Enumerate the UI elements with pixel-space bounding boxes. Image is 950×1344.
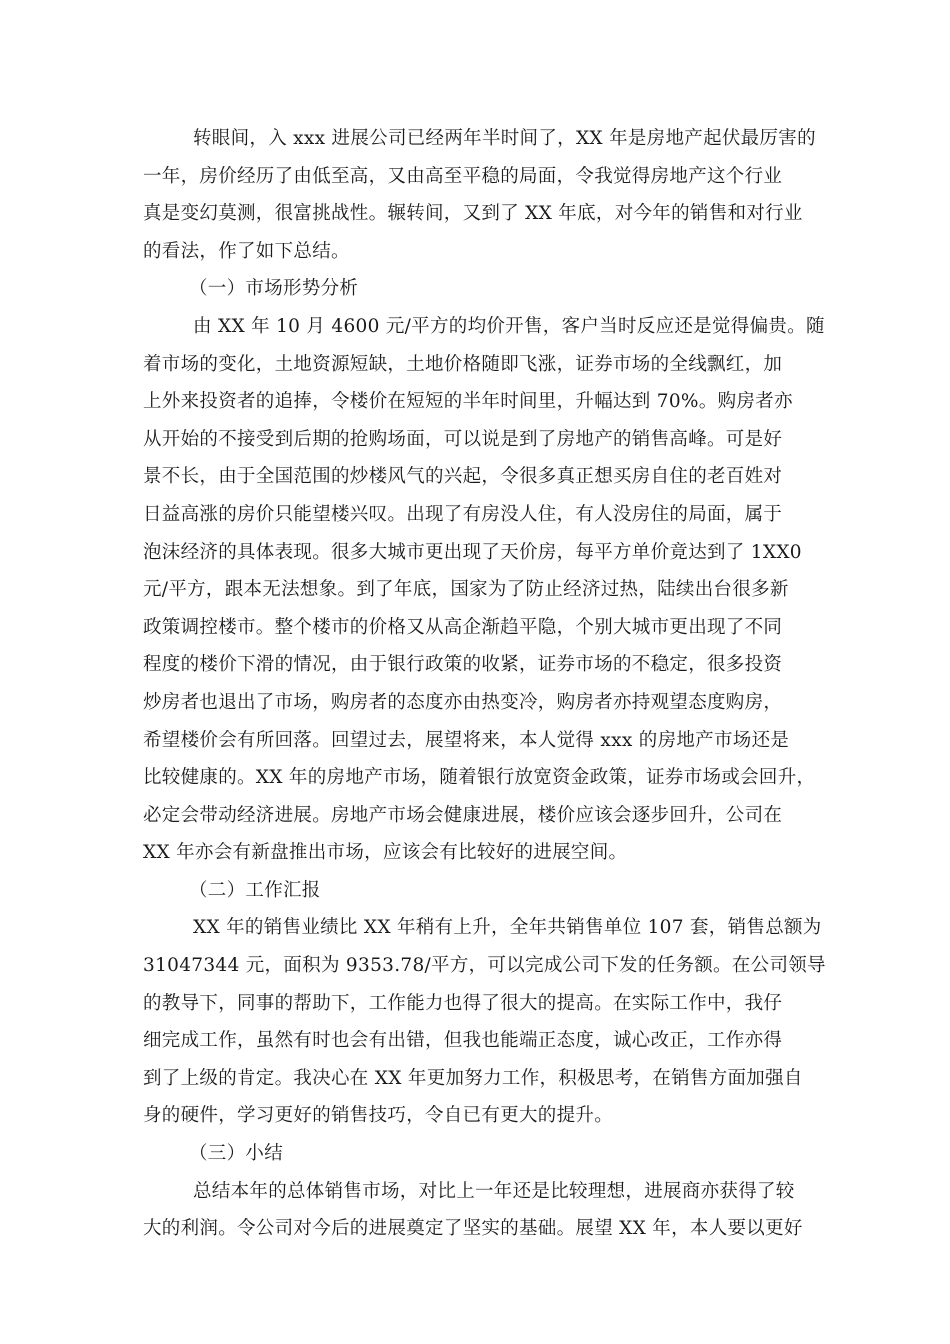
text-line: 希望楼价会有所回落。回望过去，展望将来，本人觉得 xxx 的房地产市场还是 — [143, 729, 790, 751]
section-heading-work-report: （二）工作汇报 — [189, 879, 321, 901]
text-line: 总结本年的总体销售市场，对比上一年还是比较理想，进展商亦获得了较 — [193, 1180, 795, 1202]
text-line: 一年，房价经历了由低至高，又由高至平稳的局面，令我觉得房地产这个行业 — [143, 165, 783, 187]
text-line: 泡沫经济的具体表现。很多大城市更出现了天价房，每平方单价竟达到了 1XX0 — [143, 541, 802, 563]
text-line: 从开始的不接受到后期的抢购场面，可以说是到了房地产的销售高峰。可是好 — [143, 428, 783, 450]
text-line: 由 XX 年 10 月 4600 元/平方的均价开售，客户当时反应还是觉得偏贵。随 — [193, 315, 825, 337]
text-line: 的教导下，同事的帮助下，工作能力也得了很大的提高。在实际工作中，我仔 — [143, 992, 783, 1014]
text-line: 日益高涨的房价只能望楼兴叹。出现了有房没人住，有人没房住的局面，属于 — [143, 503, 783, 525]
market-analysis-paragraph — [143, 308, 825, 872]
text-line: 程度的楼价下滑的情况，由于银行政策的收紧，证券市场的不稳定，很多投资 — [143, 654, 783, 676]
text-line: 必定会带动经济进展。房地产市场会健康进展，楼价应该会逐步回升，公司在 — [143, 804, 783, 826]
text-line: 的看法，作了如下总结。 — [143, 240, 350, 262]
summary-paragraph — [143, 1173, 813, 1248]
text-line: 景不长，由于全国范围的炒楼风气的兴起，令很多真正想买房自住的老百姓对 — [143, 466, 783, 488]
text-line: 着市场的变化，土地资源短缺，土地价格随即飞涨，证券市场的全线飘红，加 — [143, 353, 783, 375]
text-line: XX 年的销售业绩比 XX 年稍有上升，全年共销售单位 107 套，销售总额为 — [193, 917, 822, 939]
work-report-paragraph — [143, 909, 826, 1135]
text-line: 炒房者也退出了市场，购房者的态度亦由热变冷，购房者亦持观望态度购房， — [143, 691, 783, 713]
text-line: 细完成工作，虽然有时也会有出错，但我也能端正态度，诚心改正，工作亦得 — [143, 1030, 783, 1052]
text-line: 31047344 元，面积为 9353.78/平方，可以完成公司下发的任务额。在公司领导 — [143, 955, 826, 977]
text-line: 转眼间，入 xxx 进展公司已经两年半时间了，XX 年是房地产起伏最厉害的 — [193, 128, 816, 149]
text-line: 真是变幻莫测，很富挑战性。辗转间，又到了 XX 年底，对今年的销售和对行业 — [143, 203, 803, 225]
intro-paragraph — [143, 120, 816, 270]
text-line: 到了上级的肯定。我决心在 XX 年更加努力工作，积极思考，在销售方面加强自 — [143, 1067, 803, 1089]
text-line: 大的利润。令公司对今后的进展奠定了坚实的基础。展望 XX 年，本人要以更好 — [143, 1218, 803, 1240]
text-line: 上外来投资者的追捧，令楼价在短短的半年时间里，升幅达到 70%。购房者亦 — [143, 391, 793, 413]
section-heading-market-analysis: （一）市场形势分析 — [189, 278, 359, 300]
text-line: 比较健康的。XX 年的房地产市场，随着银行放宽资金政策，证券市场或会回升， — [143, 767, 816, 789]
section-heading-summary: （三）小结 — [189, 1143, 284, 1165]
text-line: 身的硬件，学习更好的销售技巧，令自已有更大的提升。 — [143, 1105, 614, 1127]
text-line: 元/平方，跟本无法想象。到了年底，国家为了防止经济过热，陆续出台很多新 — [143, 579, 789, 601]
text-line: 政策调控楼市。整个楼市的价格又从高企渐趋平隐，个别大城市更出现了不同 — [143, 616, 783, 638]
text-line: XX 年亦会有新盘推出市场，应该会有比较好的进展空间。 — [143, 842, 628, 864]
document-body — [143, 120, 826, 1248]
